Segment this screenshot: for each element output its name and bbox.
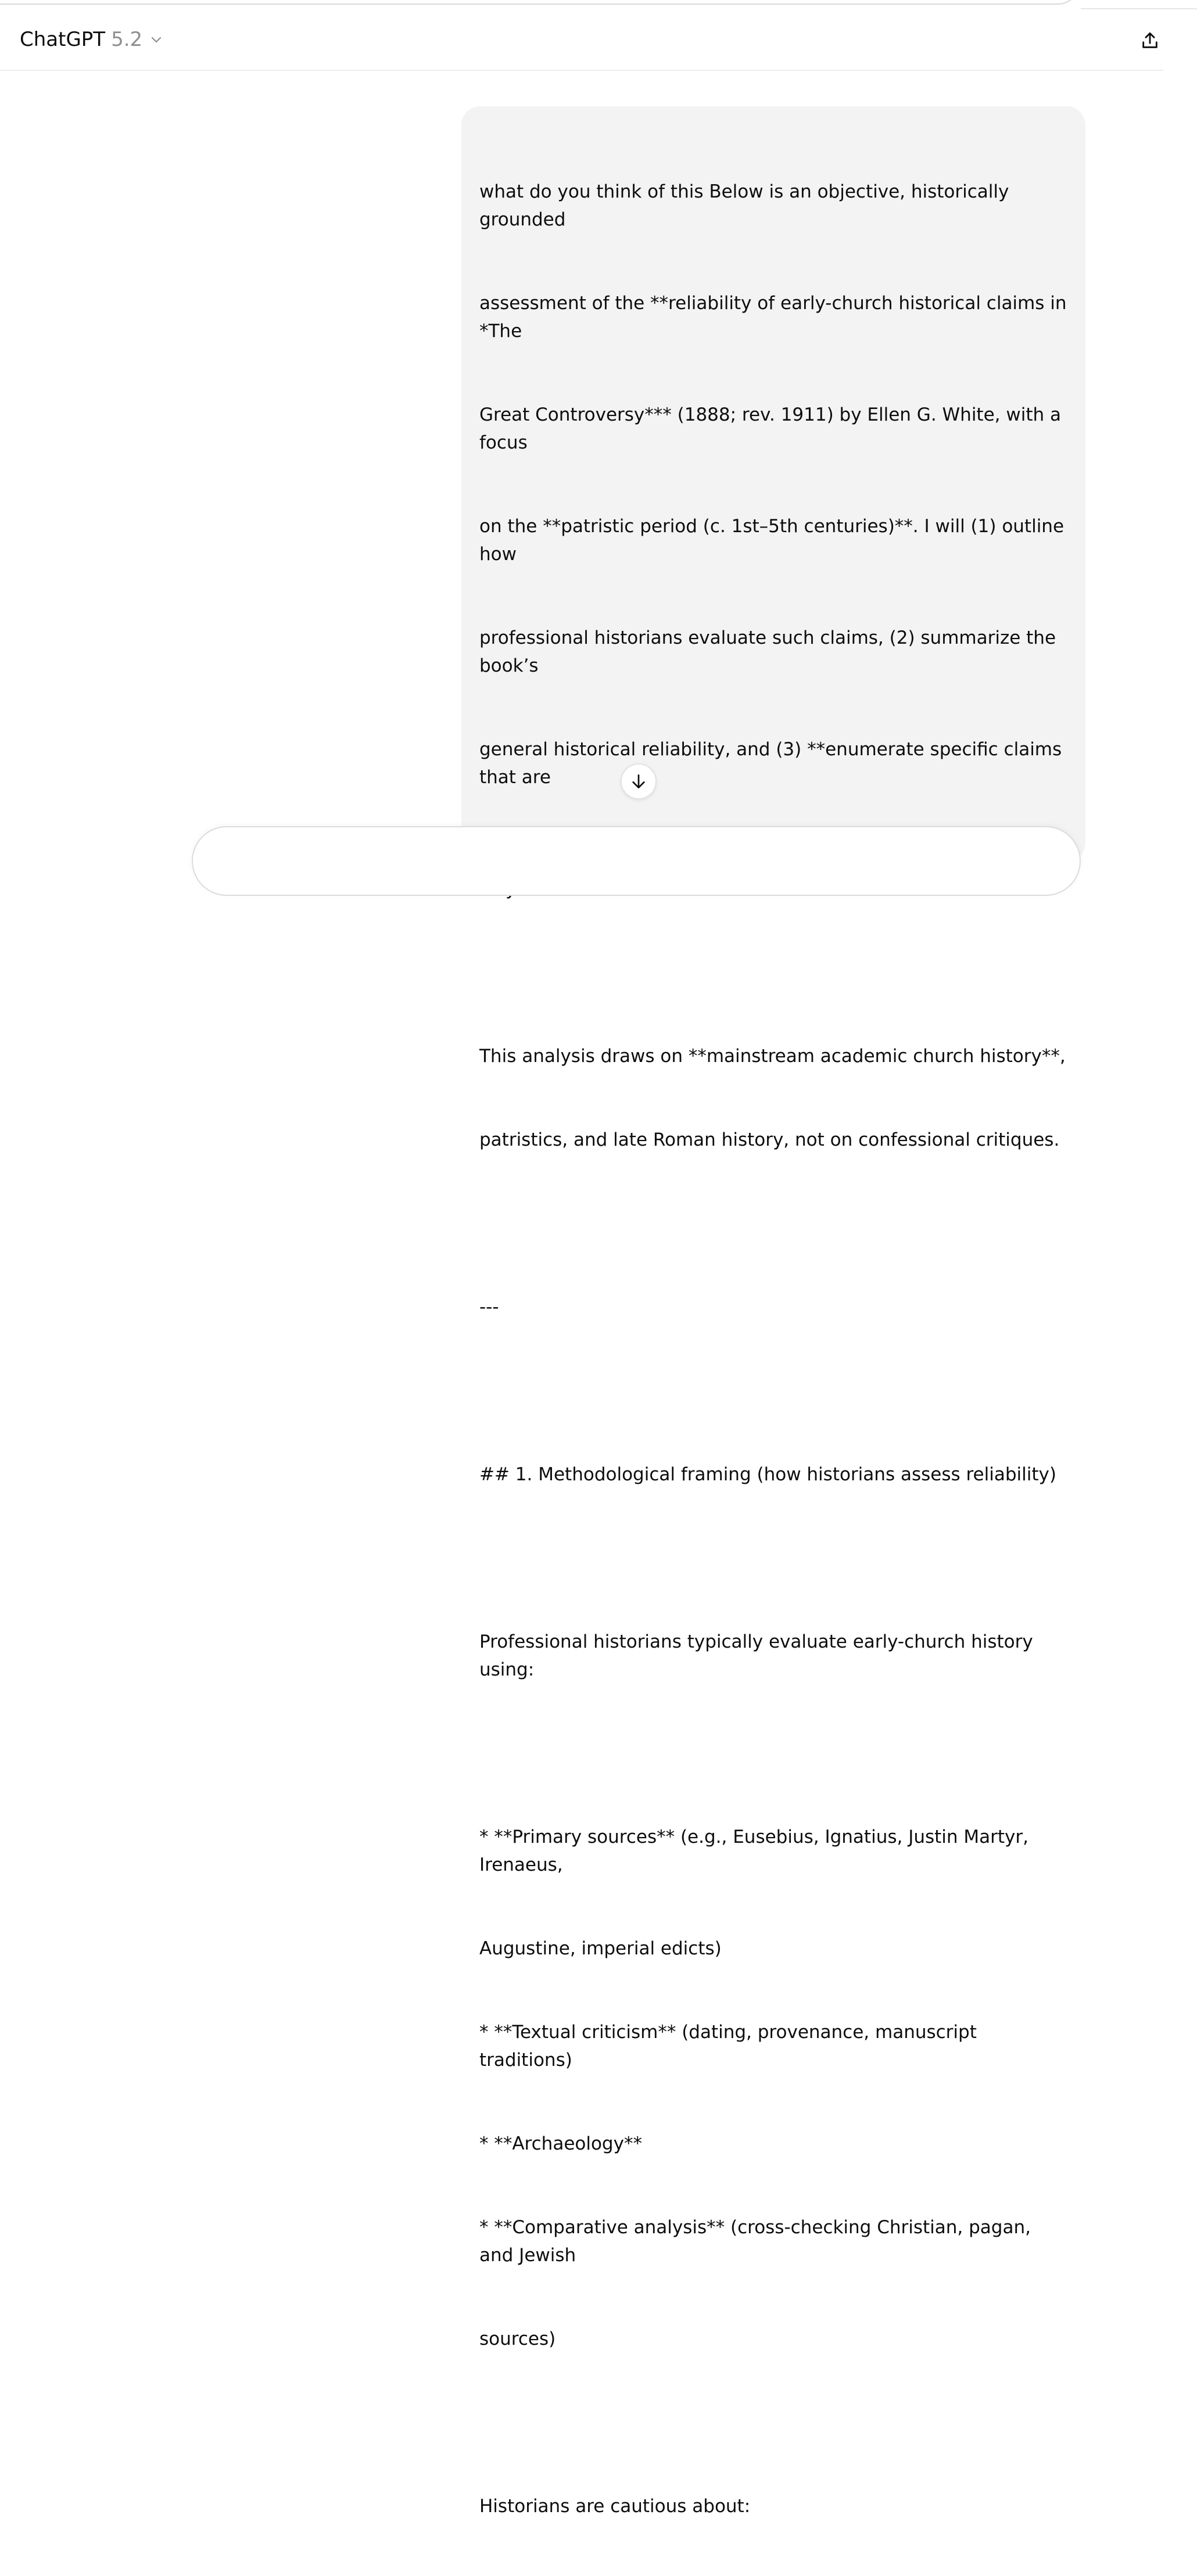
top-bar-divider <box>1081 0 1197 9</box>
model-name: ChatGPT <box>20 28 106 51</box>
arrow-down-icon <box>629 772 648 791</box>
message-line: This analysis draws on **mainstream academic church history**, <box>479 1046 1066 1067</box>
message-list-line: sources) <box>479 2329 556 2349</box>
message-line: patristics, and late Roman history, not on confessional critiques. <box>479 1129 1060 1150</box>
message-list-line: * **Archaeology** <box>479 2133 642 2154</box>
message-line: Professional historians typically evaluate early-church history using: <box>479 1631 1039 1680</box>
chat-header <box>0 9 1163 71</box>
message-line: what do you think of this Below is an objective, historically grounded <box>479 181 1015 230</box>
message-line: Historians are cautious about: <box>479 2496 751 2517</box>
message-separator: --- <box>479 1297 499 1318</box>
message-list-line: * **Primary sources** (e.g., Eusebius, Ignatius, Justin Martyr, Irenaeus, <box>479 1827 1034 1875</box>
message-heading: ## 1. Methodological framing (how historians assess reliability) <box>479 1464 1056 1485</box>
scroll-to-bottom-button[interactable] <box>621 763 657 799</box>
message-blank-line <box>479 1210 1067 1237</box>
model-picker-button[interactable] <box>13 23 170 56</box>
message-blank-line <box>479 2409 1067 2437</box>
message-list-line: * **Textual criticism** (dating, provenance, manuscript traditions) <box>479 2022 983 2071</box>
message-blank-line <box>479 1739 1067 1767</box>
message-composer[interactable] <box>192 826 1081 896</box>
top-bar-remnant <box>0 0 1081 5</box>
message-list-line: Augustine, imperial edicts) <box>479 1938 722 1959</box>
share-icon <box>1140 31 1160 51</box>
share-button[interactable] <box>1140 29 1163 52</box>
message-blank-line <box>479 959 1067 986</box>
model-version: 5.2 <box>111 28 143 51</box>
message-blank-line <box>479 1377 1067 1405</box>
message-list-line: * **Comparative analysis** (cross-checking Christian, pagan, and Jewish <box>479 2217 1037 2266</box>
message-line: professional historians evaluate such claims, (2) summarize the book’s <box>479 627 1062 676</box>
message-line: on the **patristic period (c. 1st–5th centuries)**. I will (1) outline how <box>479 516 1070 565</box>
message-line: general historical reliability, and (3) **enumerate specific claims that are <box>479 739 1068 788</box>
message-line: assessment of the **reliability of early-church historical claims in *The <box>479 293 1073 342</box>
message-line: Great Controversy*** (1888; rev. 1911) by Ellen G. White, with a focus <box>479 404 1067 453</box>
user-message-bubble <box>461 106 1085 2517</box>
message-blank-line <box>479 1544 1067 1572</box>
chevron-down-icon <box>149 33 163 46</box>
